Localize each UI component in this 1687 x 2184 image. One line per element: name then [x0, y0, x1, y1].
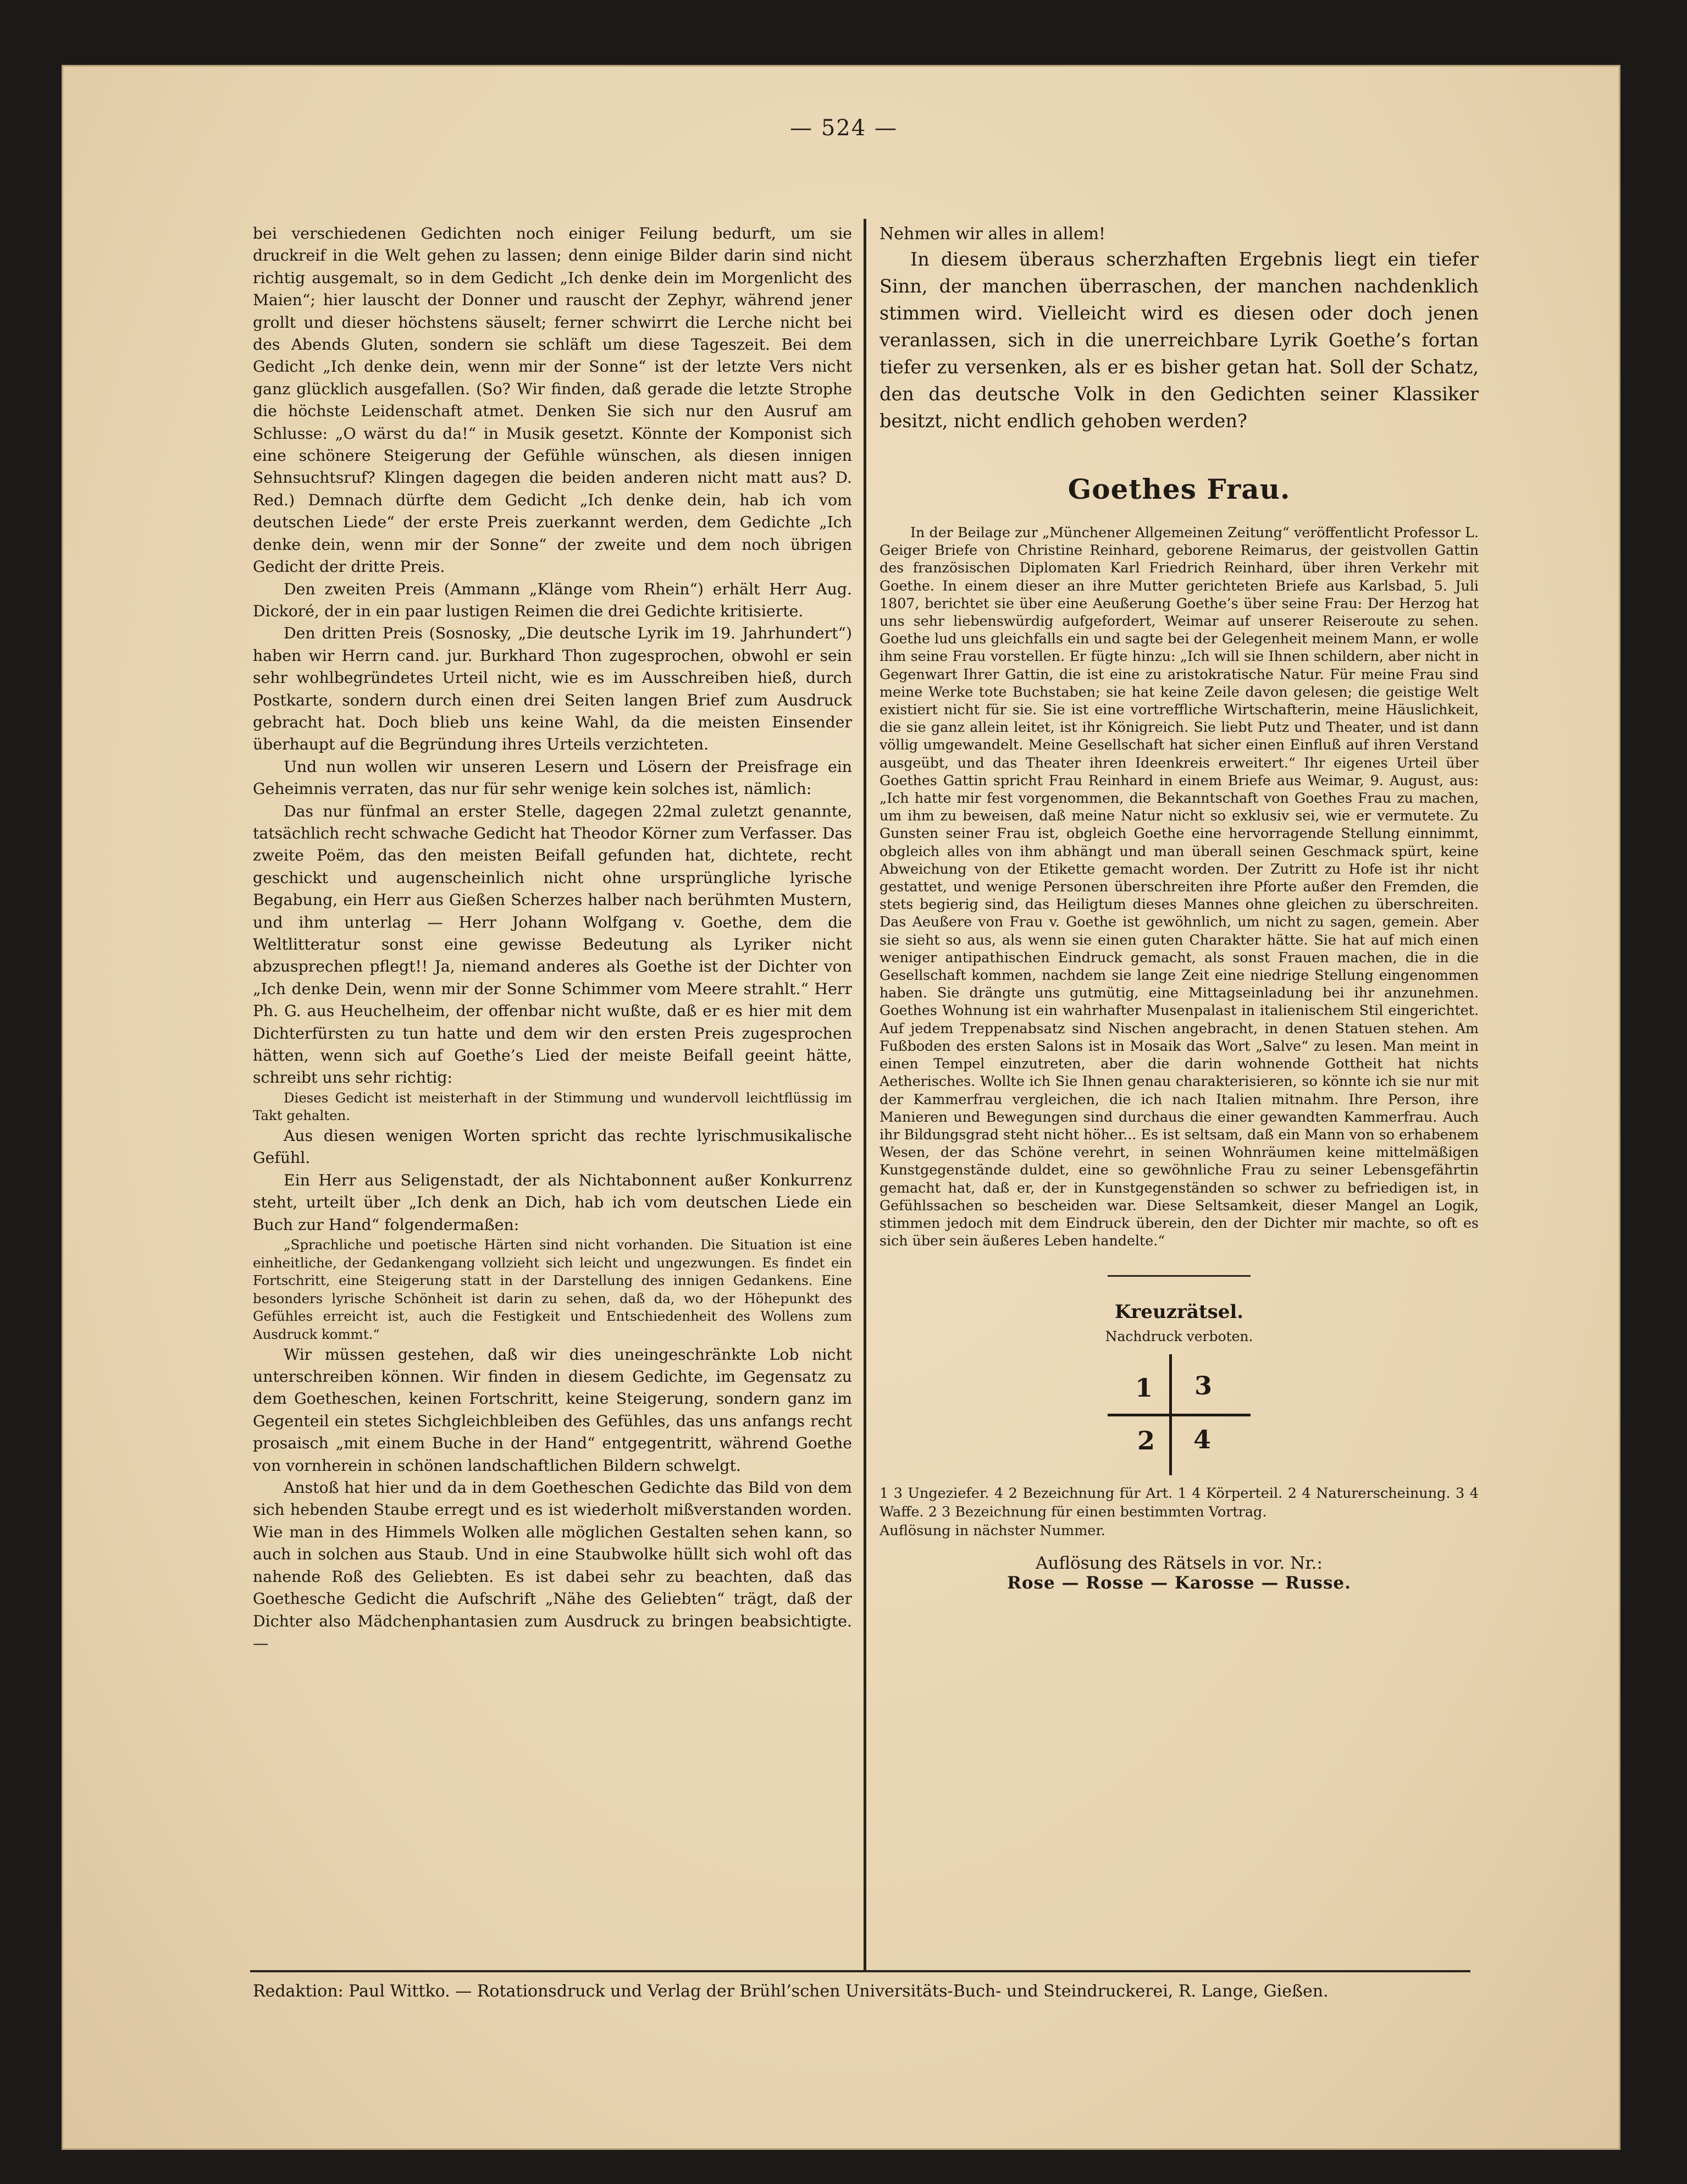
grid-line-vertical [1169, 1354, 1172, 1475]
puzzle-note: Nachdruck verboten. [1105, 1328, 1253, 1345]
grid-line-horizontal [1108, 1414, 1251, 1416]
paragraph: Das nur fünfmal an erster Stelle, dagegen 22mal zuletzt genannte, tatsächlich recht schwache Gedicht hat Theodor Körner zum Verfasser. Das zweite Poëm, das den meisten Beifall gefunden hat, dichtete, recht geschickt und augenscheinlich nicht ohne ursprüngliche lyrische Begabung, ein Herr aus Gießen Scherzes halber nach berühmten Mustern, und ihm unterlag — Herr Johann Wolfgang v. Goethe, dem die Weltlitteratur sonst eine gewisse Bedeutung als Lyriker nicht abzusprechen pflegt!! Ja, niemand anderes als Goethe ist der Dichter von „Ich denke Dein, wenn mir der Sonne Schimmer vom Meere strahlt.“ Herr Ph. G. aus Heuchelheim, der offenbar nicht wußte, daß er es hier mit dem Dichterfürsten zu tun hatte und dem wir den ersten Preis zugesprochen hätten, wenn sich auf Goethe’s Lied der meiste Beifall geeint hätte, schreibt uns sehr richtig: [253, 802, 852, 1087]
paragraph: Und nun wollen wir unseren Lesern und Lösern der Preisfrage ein Geheimnis verraten, das nur für sehr wenige kein solches ist, nämlich: [253, 757, 852, 798]
paragraph: Wir müssen gestehen, daß wir dies uneingeschränkte Lob nicht unterschreiben können. Wir finden in diesem Gedichte, im Gegensatz zu dem Goetheschen, keinen Fortschritt, keine Steigerung, sondern ganz im Gegenteil ein stetes Sichgleichbleiben des Gefühles, das uns anfangs recht prosaisch „mit einem Buche in der Hand“ entgegentritt, während Goethe von vornherein in schönen landschaftlichen Bildern schwelgt. [253, 1345, 852, 1475]
previous-solution-label: Auflösung des Rätsels in vor. Nr.: [1036, 1553, 1323, 1574]
grid-number: 1 [1135, 1373, 1153, 1403]
previous-solution: Rose — Rosse — Karosse — Russe. [1007, 1573, 1351, 1593]
paragraph: bei verschiedenen Gedichten noch einiger Feilung bedurft, um sie druckreif in die Welt gehen zu lassen; denn einige Bilder darin sind nicht richtig ausgemalt, so in dem Gedicht „Ich denke dein im Morgenlicht des Maien“; hier lauscht der Donner und rauscht der Zephyr, während jener grollt und dieser höchstens säuselt; ferner schwirrt die Lerche nicht bei des Abends Gluten, sondern sie schläft um diese Tageszeit. Bei dem Gedicht „Ich denke dein, wenn mir der Sonne“ ist der letzte Vers nicht ganz glücklich ausgefallen. (So? Wir finden, daß gerade die letzte Strophe die höchste Leidenschaft atmet. Denken Sie sich nur den Ausruf am Schlusse: „O wärst du da!“ in Musik gesetzt. Könnte der Komponist sich eine schönere Steigerung der Gefühle wünschen, als diesen innigen Sehnsuchtsruf? Klingen dagegen die beiden anderen nicht matt aus? D. Red.) Demnach dürfte dem Gedicht „Ich denke dein, hab ich vom deutschen Liede“ der erste Preis zuerkannt werden, dem Gedichte „Ich denke dein, wenn mir der Sonne“ der zweite und dem noch übrigen Gedicht der dritte Preis. [253, 224, 852, 576]
article-body: In der Beilage zur „Münchener Allgemeinen Zeitung“ veröffentlicht Professor L. Geiger Briefe von Christine Reinhard, geborene Reimarus, der geistvollen Gattin des französischen Diplomaten Karl Friedrich Reinhard, über ihren Verkehr mit Goethe. In einem dieser an ihre Mutter gerichteten Briefe aus Karlsbad, 5. Juli 1807, berichtet sie über eine Aeußerung Goethe’s über seine Frau: Der Herzog hat uns sehr liebenswürdig aufgefordert, Weimar auf unserer Reiseroute zu sehen. Goethe lud uns gleichfalls ein und sagte bei der Gelegenheit meinem Mann, er wolle ihm seine Frau vorstellen. Er fügte hinzu: „Ich will sie Ihnen schildern, aber nicht in Gegenwart Ihrer Gattin, die ist eine zu aristokratische Natur. Für meine Frau sind meine Werke tote Buchstaben; sie hat keine Zeile davon gelesen; die geistige Welt existiert nicht für sie. Sie ist eine vortreffliche Wirtschafterin, meine Häuslichkeit, die sie ganz allein leitet, ist ihr Königreich. Sie liebt Putz und Theater, und ist dann völlig umgewandelt. Meine Gesellschaft hat sicher einen Einfluß auf ihren Verstand ausgeübt, und das Theater ihren Ideenkreis erweitert.“ Ihr eigenes Urteil über Goethes Gattin spricht Frau Reinhard in einem Briefe aus Weimar, 9. August, aus: „Ich hatte mir fest vorgenommen, die Bekanntschaft von Goethes Frau zu machen, um ihm zu beweisen, daß meine Natur nicht so exklusiv sei, wie er vermutete. Zu Gunsten seiner Frau ist, obgleich Goethe eine hervorragende Stellung einnimmt, obgleich alles von ihm abhängt und man überall seinen Geschmack spürt, keine Abweichung von der Etikette gemacht worden. Der Zutritt zu Hofe ist ihr nicht gestattet, und wenige Personen überschreiten ihre Pforte außer den Fremden, die stets begierig sind, das Heiligtum dieses Mannes ohne gleichen zu überschreiten. Das Aeußere von Frau v. Goethe ist gewöhnlich, um nicht zu sagen, gemein. Aber sie sieht so aus, als wenn sie einen guten Charakter hätte. Sie hat auf mich einen weniger antipathischen Eindruck gemacht, als sonst Frauen machen, die in die Gesellschaft kommen, nachdem sie lange Zeit eine niedrige Stellung eingenommen haben. Sie drängte uns gutmütig, eine Mittagseinladung bei ihr anzunehmen. Goethes Wohnung ist ein wahrhafter Musenpalast in italienischem Stil eingerichtet. Auf jedem Treppenabsatz sind Nischen angebracht, in denen Statuen stehen. Am Fußboden des ersten Salons ist in Mosaik das Wort „Salve“ zu lesen. Man meint in einen Tempel einzutreten, aber die darin wohnende Gottheit hat nichts Aetherisches. Wollte ich Sie Ihnen genau charakterisieren, so könnte ich sie nur mit der Kammerfrau vergleichen, die ich nach Italien mitnahm. Ihre Person, ihre Manieren und Bewegungen sind durchaus die einer gewandten Kammerfrau. Auch ihr Bildungsgrad steht nicht höher... Es ist seltsam, daß ein Mann von so erhabenem Wesen, der das Schöne verehrt, in seinen Wohnräumen keine mittelmäßigen Kunstgegenstände duldet, eine so gewöhnliche Frau zu seiner Lebensgefährtin gemacht hat, daß er, der in Kunstgegenständen so schwer zu befriedigen ist, in Gefühlssachen so bescheiden war. Diese Seltsamkeit, dieser Mangel an Logik, stimmen jedoch mit dem Eindruck überein, den der Dichter mir machte, so oft es sich über sein äußeres Leben handelte.“ [880, 525, 1479, 1249]
left-column [253, 223, 852, 1654]
grid-number: 4 [1193, 1425, 1212, 1455]
paragraph: Den zweiten Preis (Ammann „Klänge vom Rhein“) erhält Herr Aug. Dickoré, der in ein paar lustigen Reimen die drei Gedichte kritisierte. [253, 580, 852, 620]
puzzle-resolution-note: Auflösung in nächster Nummer. [880, 1523, 1105, 1540]
paragraph: Aus diesen wenigen Worten spricht das rechte lyrischmusikalische Gefühl. [253, 1127, 852, 1167]
right-column [880, 223, 1479, 1593]
article-heading: Goethes Frau. [1067, 473, 1291, 505]
column-divider [864, 219, 866, 1970]
quotation: Dieses Gedicht ist meisterhaft in der Stimmung und wundervoll leichtflüssig im Takt gehalten. [253, 1089, 852, 1124]
page-number: — 524 — [790, 115, 898, 141]
quotation: „Sprachliche und poetische Härten sind nicht vorhanden. Die Situation ist eine einheitliche, der Gedankengang vollzieht sich leicht und ungezwungen. Es findet ein Fortschritt, eine Steigerung statt in der Darstellung des innigen Gedankens. Eine besonders lyrische Schönheit ist darin zu sehen, daß da, wo der Höhepunkt des Gefühles erreicht ist, auch die Festigkeit und Entschiedenheit des Wollens zum Ausdruck kommt.“ [253, 1237, 852, 1343]
grid-number: 2 [1137, 1426, 1155, 1456]
paragraph: Ein Herr aus Seligenstadt, der als Nichtabonnent außer Konkurrenz steht, urteilt über „Ich denk an Dich, hab ich vom deutschen Liede ein Buch zur Hand“ folgendermaßen: [253, 1171, 852, 1234]
footer-rule [250, 1970, 1470, 1972]
paragraph: Anstoß hat hier und da in dem Goetheschen Gedichte das Bild von dem sich hebenden Staube erregt und es ist wiederholt mißverstanden worden. Wie man in des Himmels Wolken alle möglichen Gestalten sehen kann, so auch in solchen aus Staub. Und in eine Staubwolke hüllt sich wohl oft das nahende Roß des Geliebten. Es ist dabei sehr zu beachten, daß das Goethesche Gedicht die Aufschrift „Nähe des Geliebten“ trägt, daß der Dichter also Mädchenphantasien zum Ausdruck zu bringen beabsichtigte. — [253, 1479, 852, 1652]
paragraph: Den dritten Preis (Sosnosky, „Die deutsche Lyrik im 19. Jahrhundert“) haben wir Herrn cand. jur. Burkhard Thon zugesprochen, obwohl er sein sehr wohlbegründetes Urteil nicht, wie es im Ausschreiben hieß, durch Postkarte, sondern durch einen drei Seiten langen Brief zum Ausdruck gebracht hat. Doch blieb uns keine Wahl, da die meisten Einsender überhaupt auf die Begründung ihres Urteils verzichteten. [253, 624, 852, 754]
paragraph: Nehmen wir alles in allem! [880, 224, 1106, 244]
paragraph: In diesem überaus scherzhaften Ergebnis liegt ein tiefer Sinn, der manchen überraschen, der manchen nachdenklich stimmen wird. Vielleicht wird es diesen oder doch jenen veranlassen, sich in die unerreichbare Lyrik Goethe’s fortan tiefer zu versenken, als er es bisher getan hat. Soll der Schatz, den das deutsche Volk in den Gedichten seiner Klassiker besitzt, nicht endlich gehoben werden? [880, 249, 1479, 432]
imprint-footer: Redaktion: Paul Wittko. — Rotationsdruck und Verlag der Brühl’schen Universitäts-Buch- und Steindruckerei, R. Lange, Gießen. [253, 1982, 1329, 2001]
puzzle-title: Kreuzrätsel. [1114, 1301, 1244, 1323]
grid-number: 3 [1194, 1371, 1213, 1401]
puzzle-grid [1108, 1354, 1251, 1475]
section-rule [1108, 1275, 1251, 1277]
crossword-puzzle [880, 1301, 1479, 1593]
puzzle-clues: 1 3 Ungeziefer. 4 2 Bezeichnung für Art. 1 4 Körperteil. 2 4 Naturerscheinung. 3 4 Waffe. 2 3 Bezeichnung für einen bestimmten Vortrag. [880, 1485, 1479, 1521]
